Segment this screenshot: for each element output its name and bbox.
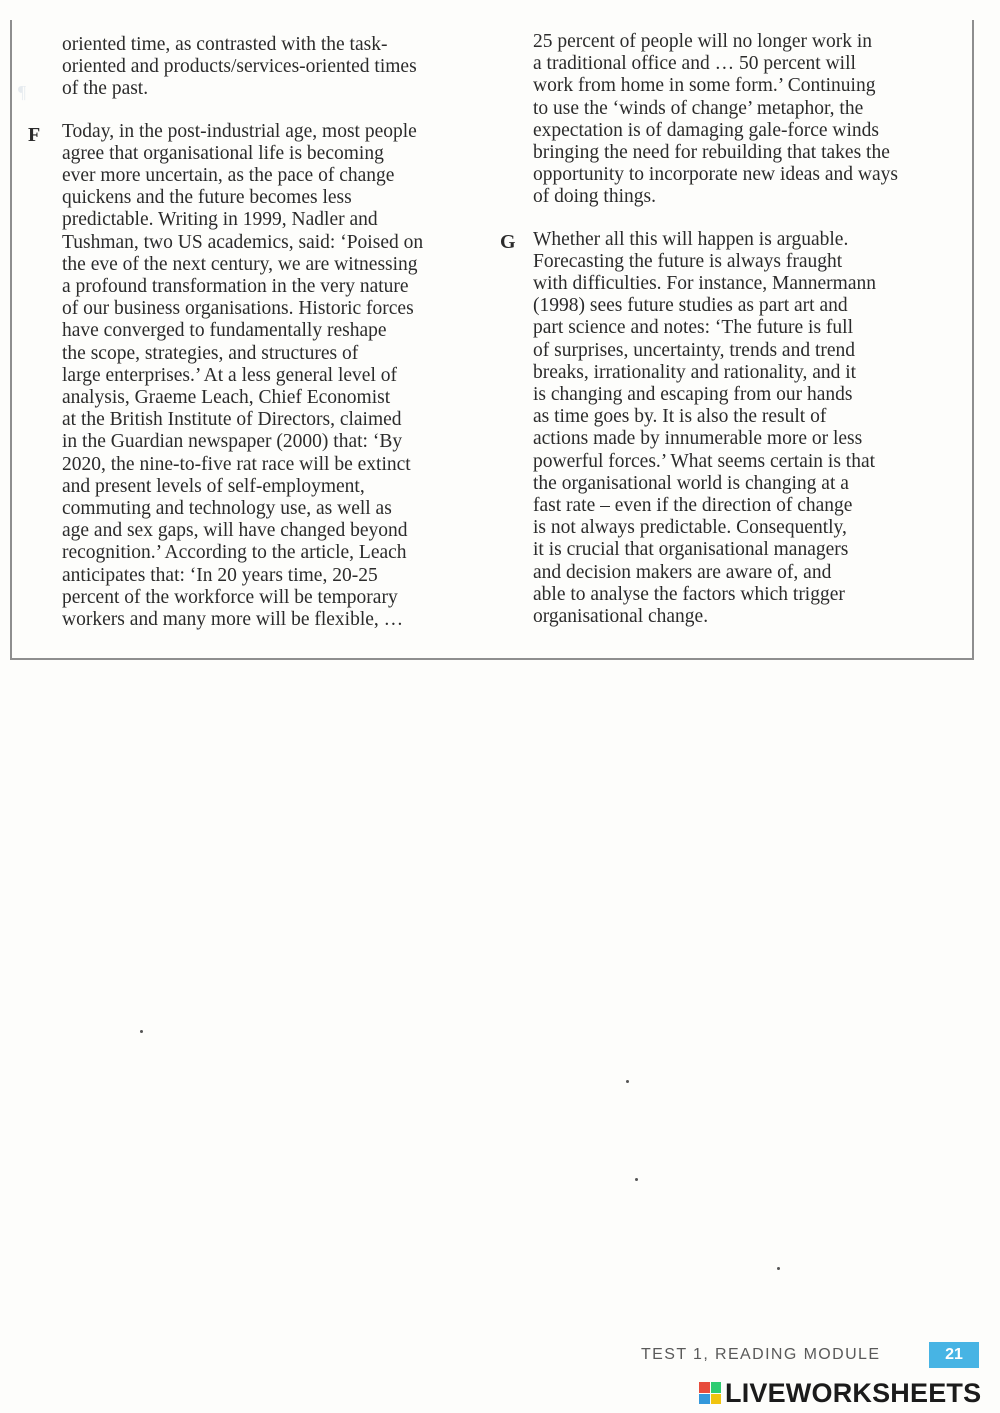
text-line: Tushman, two US academics, said: ‘Poised on (62, 231, 424, 253)
paragraph-f (62, 121, 423, 632)
text-line: it is crucial that organisational managers (533, 539, 849, 561)
text-line: bringing the need for rebuilding that takes the (533, 142, 890, 164)
text-line: opportunity to incorporate new ideas and ways (533, 164, 898, 186)
text-line: predictable. Writing in 1999, Nadler and (62, 209, 378, 231)
left-column (62, 34, 423, 631)
text-line: in the Guardian newspaper (2000) that: ‘By (62, 431, 403, 453)
text-line: is not always predictable. Consequently, (533, 517, 847, 539)
text-line: work from home in some form.’ Continuing (533, 75, 876, 97)
text-line: age and sex gaps, will have changed beyond (62, 520, 408, 542)
text-line: percent of the workforce will be temporary (62, 586, 398, 608)
text-line: with difficulties. For instance, Mannermann (533, 273, 876, 295)
scan-speck (140, 1030, 143, 1033)
text-line: commuting and technology use, as well as (62, 498, 392, 520)
text-line: organisational change. (533, 606, 709, 628)
text-line: have converged to fundamentally reshape (62, 320, 387, 342)
text-line: and decision makers are aware of, and (533, 561, 832, 583)
text-line: workers and many more will be flexible, … (62, 609, 404, 631)
text-line: 2020, the nine-to-five rat race will be extinct (62, 453, 411, 475)
scan-speck (626, 1080, 629, 1083)
intro-paragraph (62, 34, 423, 101)
text-line: the eve of the next century, we are witnessing (62, 253, 418, 275)
text-line: oriented and products/services-oriented times (62, 56, 417, 78)
page-number: 21 (929, 1342, 979, 1368)
text-line: large enterprises.’ At a less general level of (62, 364, 397, 386)
liveworksheets-brand[interactable] (699, 1378, 981, 1408)
text-line: of surprises, uncertainty, trends and trend (533, 339, 856, 361)
footer-section-label: TEST 1, READING MODULE (641, 1346, 881, 1363)
text-line: anticipates that: ‘In 20 years time, 20-25 (62, 564, 378, 586)
scan-speck (777, 1267, 780, 1270)
text-line: breaks, irrationality and rationality, and it (533, 361, 857, 383)
text-line: Whether all this will happen is arguable. (533, 228, 849, 250)
text-line: a traditional office and … 50 percent will (533, 53, 856, 75)
text-line: (1998) sees future studies as part art and (533, 295, 848, 317)
text-line: recognition.’ According to the article, Leach (62, 542, 407, 564)
text-line: of the past. (62, 78, 149, 100)
text-line: to use the ‘winds of change’ metaphor, the (533, 97, 864, 119)
continuation-paragraph (533, 31, 898, 209)
text-line: at the British Institute of Directors, claimed (62, 409, 402, 431)
text-line: of doing things. (533, 186, 656, 208)
text-line: as time goes by. It is also the result of (533, 406, 827, 428)
brand-name: LIVEWORKSHEETS (725, 1377, 982, 1408)
text-line: powerful forces.’ What seems certain is that (533, 450, 876, 472)
liveworksheets-logo-icon (699, 1382, 721, 1404)
text-line: analysis, Graeme Leach, Chief Economist (62, 387, 391, 409)
text-line: able to analyse the factors which trigger (533, 583, 845, 605)
paragraph-f-marker: F (28, 124, 41, 146)
text-line: of our business organisations. Historic forces (62, 298, 414, 320)
paragraph-g-marker: G (500, 231, 516, 253)
text-line: a profound transformation in the very nature (62, 276, 409, 298)
text-line: expectation is of damaging gale-force winds (533, 119, 880, 141)
text-line: Today, in the post-industrial age, most people (62, 120, 417, 142)
text-line: actions made by innumerable more or less (533, 428, 863, 450)
text-line: fast rate – even if the direction of change (533, 495, 853, 517)
text-line: oriented time, as contrasted with the task- (62, 34, 388, 55)
scan-speck (635, 1178, 638, 1181)
text-line: 25 percent of people will no longer work in (533, 31, 872, 52)
text-line: part science and notes: ‘The future is full (533, 317, 854, 339)
text-line: agree that organisational life is becoming (62, 142, 384, 164)
text-line: and present levels of self-employment, (62, 475, 365, 497)
text-line: quickens and the future becomes less (62, 187, 352, 209)
right-column (533, 31, 898, 628)
paragraph-g (533, 229, 898, 629)
text-line: Forecasting the future is always fraught (533, 250, 843, 272)
text-line: the organisational world is changing at a (533, 472, 849, 494)
text-line: ever more uncertain, as the pace of change (62, 165, 395, 187)
text-line: the scope, strategies, and structures of (62, 342, 359, 364)
text-line: is changing and escaping from our hands (533, 384, 853, 406)
bleed-through-mark: ¶ (18, 82, 27, 102)
